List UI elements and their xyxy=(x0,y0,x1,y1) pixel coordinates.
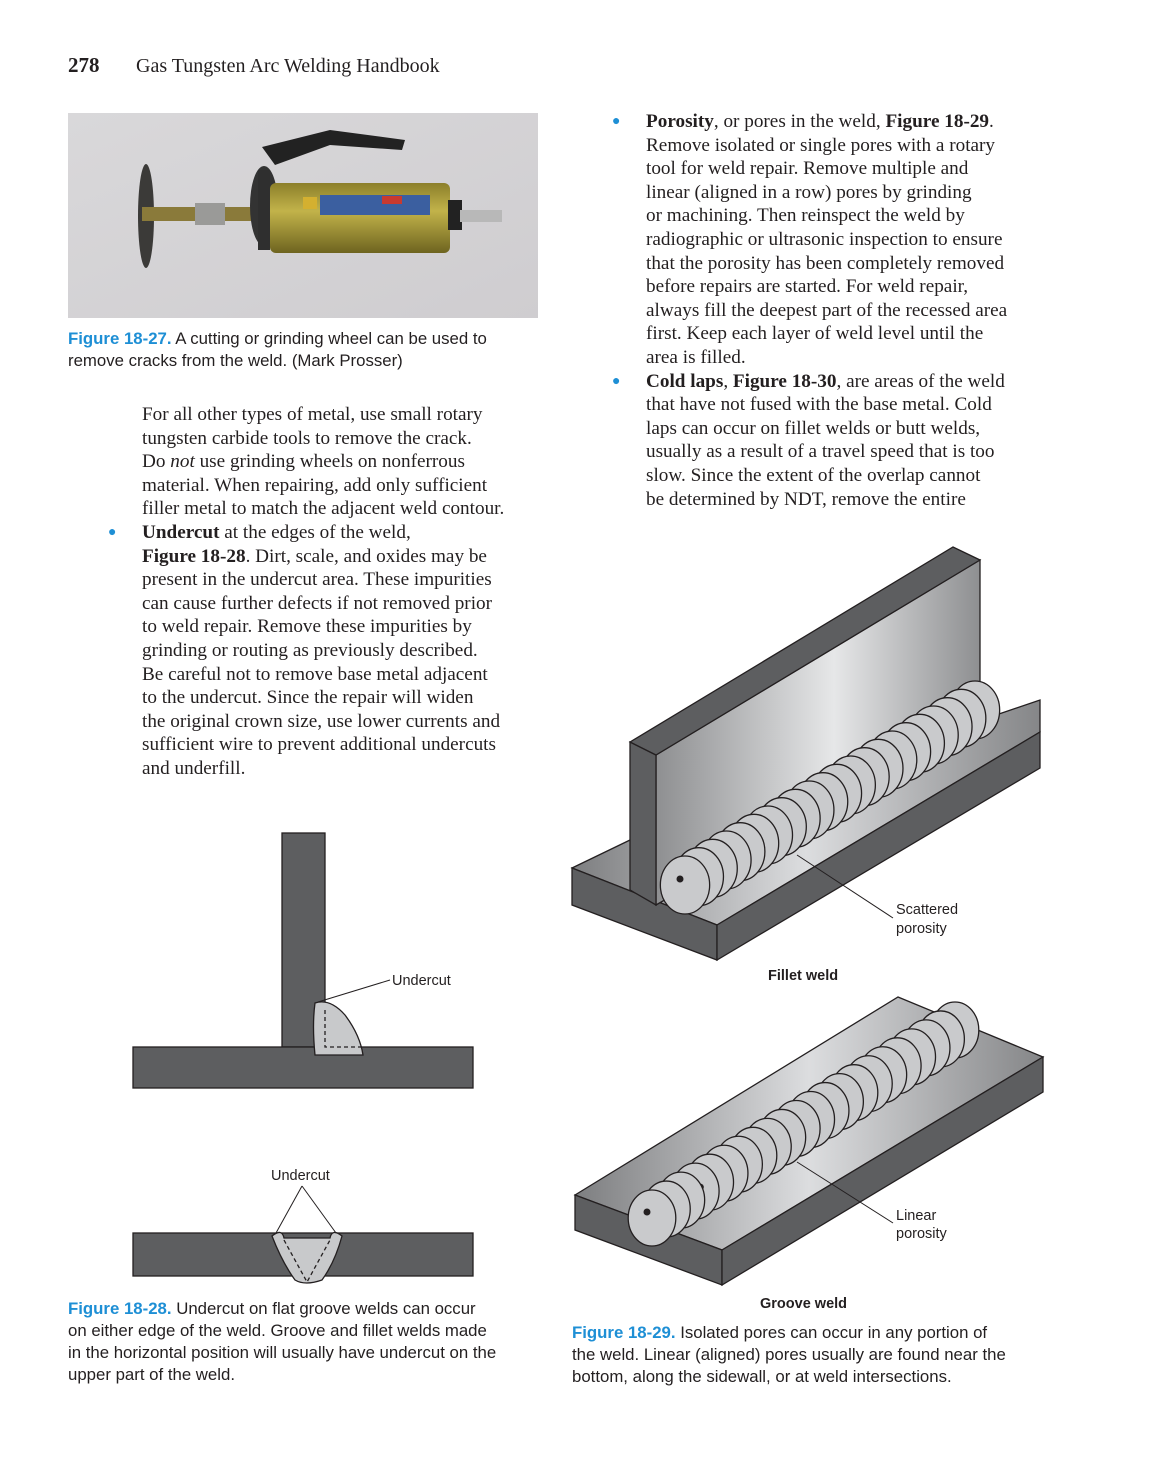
text-line xyxy=(142,757,504,781)
text-run: laps can occur on fillet welds or butt welds, xyxy=(646,417,981,439)
undercut-fillet-diagram xyxy=(133,833,473,1088)
text-run: tool for weld repair. Remove multiple and xyxy=(646,158,969,180)
text-line xyxy=(646,252,1007,276)
text-run: usually as a result of a travel speed that is too xyxy=(646,441,995,463)
text-line xyxy=(142,403,504,427)
text-line xyxy=(142,733,504,757)
text-line xyxy=(612,370,1007,394)
text-run: that have not fused with the base metal. Cold xyxy=(646,394,992,416)
text-run: sufficient wire to prevent additional undercuts xyxy=(142,734,496,756)
undercut-label-groove: Undercut xyxy=(271,1168,330,1184)
text-line xyxy=(646,275,1007,299)
fillet-weld-title: Fillet weld xyxy=(768,968,839,984)
text-run: to the undercut. Since the repair will widen xyxy=(142,687,474,709)
caption-line: remove cracks from the weld. (Mark Prosser) xyxy=(68,351,403,370)
undercut-label-fillet: Undercut xyxy=(392,973,451,989)
undercut-groove-diagram xyxy=(133,1186,473,1283)
caption-line: Undercut on flat groove welds can occur xyxy=(171,1299,476,1318)
caption-line: A cutting or grinding wheel can be used to xyxy=(171,329,487,348)
bullet-icon: ● xyxy=(612,373,621,389)
page-number: 278 xyxy=(68,53,100,77)
text-run: to weld repair. Remove these impurities by xyxy=(142,616,472,638)
text-line xyxy=(646,346,1007,370)
text-run: and underfill. xyxy=(142,757,246,779)
caption-line: bottom, along the sidewall, or at weld intersections. xyxy=(572,1367,952,1386)
text-run: tungsten carbide tools to remove the crack. xyxy=(142,427,472,449)
text-line xyxy=(142,615,504,639)
text-line xyxy=(142,545,504,569)
text-line xyxy=(646,393,1007,417)
text-run: before repairs are started. For weld repair, xyxy=(646,276,969,298)
text-line xyxy=(108,521,504,545)
text-line xyxy=(142,497,504,521)
text-run: Remove isolated or single pores with a rotary xyxy=(646,134,996,156)
caption-line: Isolated pores can occur in any portion of xyxy=(675,1323,988,1342)
text-run: filler metal to match the adjacent weld contour. xyxy=(142,498,505,520)
figure-18-29-caption xyxy=(572,1322,1006,1388)
bold-term: Cold laps xyxy=(646,370,724,392)
emphasis: not xyxy=(170,451,195,473)
text-line xyxy=(142,592,504,616)
fillet-weld-diagram xyxy=(572,547,1040,960)
text-line xyxy=(646,322,1007,346)
text-run: always fill the deepest part of the recessed area xyxy=(646,299,1008,321)
grinder-photo xyxy=(68,113,538,318)
linear-porosity-label-1: Linear xyxy=(896,1208,937,1224)
pore xyxy=(677,876,684,883)
text-line xyxy=(142,450,504,474)
text-run: , xyxy=(723,370,733,392)
text-run: slow. Since the extent of the overlap cannot xyxy=(646,464,981,486)
text-run: radiographic or ultrasonic inspection to ensure xyxy=(646,228,1003,250)
text-line xyxy=(646,464,1007,488)
text-run: first. Keep each layer of weld level until the xyxy=(646,323,984,345)
scattered-porosity-label-1: Scattered xyxy=(896,902,959,918)
text-run: , or pores in the weld, xyxy=(713,111,886,132)
bold-term: Undercut xyxy=(142,521,220,543)
caption-line: on either edge of the weld. Groove and fillet welds made xyxy=(68,1321,487,1340)
text-run: area is filled. xyxy=(646,346,746,368)
text-line xyxy=(646,157,1007,181)
text-run: present in the undercut area. These impurities xyxy=(142,569,492,591)
text-line xyxy=(646,204,1007,228)
pore xyxy=(644,1209,651,1216)
text-run: linear (aligned in a row) pores by grinding xyxy=(646,181,972,203)
text-run: For all other types of metal, use small rotary xyxy=(142,404,483,425)
groove-weld-diagram xyxy=(575,997,1043,1285)
text-line xyxy=(142,474,504,498)
text-run: . Dirt, scale, and oxides may be xyxy=(245,545,487,567)
bold-term: Figure 18-28 xyxy=(142,545,246,567)
text-run: that the porosity has been completely removed xyxy=(646,252,1005,274)
text-line xyxy=(646,488,1007,512)
caption-line: the weld. Linear (aligned) pores usually are found near the xyxy=(572,1345,1006,1364)
text-line xyxy=(646,134,1007,158)
weld-ripple xyxy=(628,1190,676,1246)
body-text-left xyxy=(108,403,505,781)
bold-term: Figure 18-29 xyxy=(885,111,990,132)
text-line xyxy=(646,440,1007,464)
text-run: Be careful not to remove base metal adjacent xyxy=(142,663,488,685)
text-run: material. When repairing, add only sufficient xyxy=(142,474,488,496)
linear-porosity-label-2: porosity xyxy=(896,1226,947,1242)
figure-label: Figure 18-28. xyxy=(68,1299,172,1318)
bold-term: Figure 18-30 xyxy=(732,370,837,392)
text-run: Do xyxy=(142,451,171,473)
text-run: or machining. Then reinspect the weld by xyxy=(646,205,965,227)
text-line xyxy=(142,663,504,687)
text-run: the original crown size, use lower currents and xyxy=(142,710,501,732)
text-run: grinding or routing as previously described. xyxy=(142,639,478,661)
caption-line: in the horizontal position will usually have undercut on the xyxy=(68,1343,497,1362)
text-run: , are areas of the weld xyxy=(836,370,1005,392)
bold-term: Porosity xyxy=(646,111,714,132)
bullet-icon: ● xyxy=(612,114,621,129)
text-run: can cause further defects if not removed prior xyxy=(142,592,493,614)
figure-18-28-caption xyxy=(68,1298,496,1386)
figure-label: Figure 18-29. xyxy=(572,1323,676,1342)
text-line xyxy=(142,710,504,734)
text-line xyxy=(142,686,504,710)
text-line xyxy=(142,639,504,663)
text-run: use grinding wheels on nonferrous xyxy=(194,451,465,473)
running-title: Gas Tungsten Arc Welding Handbook xyxy=(136,55,440,77)
groove-weld-title: Groove weld xyxy=(760,1296,848,1312)
text-run: . xyxy=(989,111,994,132)
figure-18-27-caption xyxy=(68,328,487,372)
figure-label: Figure 18-27. xyxy=(68,329,172,348)
text-line xyxy=(142,568,504,592)
text-line xyxy=(646,228,1007,252)
caption-line: upper part of the weld. xyxy=(68,1365,235,1384)
text-run: at the edges of the weld, xyxy=(219,521,411,543)
text-line xyxy=(612,110,1007,134)
body-text-right xyxy=(612,110,1008,511)
text-line xyxy=(646,417,1007,441)
text-line xyxy=(142,427,504,451)
text-line xyxy=(646,299,1007,323)
scattered-porosity-label-2: porosity xyxy=(896,921,947,937)
bullet-icon: ● xyxy=(108,524,117,540)
text-line xyxy=(646,181,1007,205)
weld-ripple xyxy=(660,856,709,914)
text-run: be determined by NDT, remove the entire xyxy=(646,488,966,510)
